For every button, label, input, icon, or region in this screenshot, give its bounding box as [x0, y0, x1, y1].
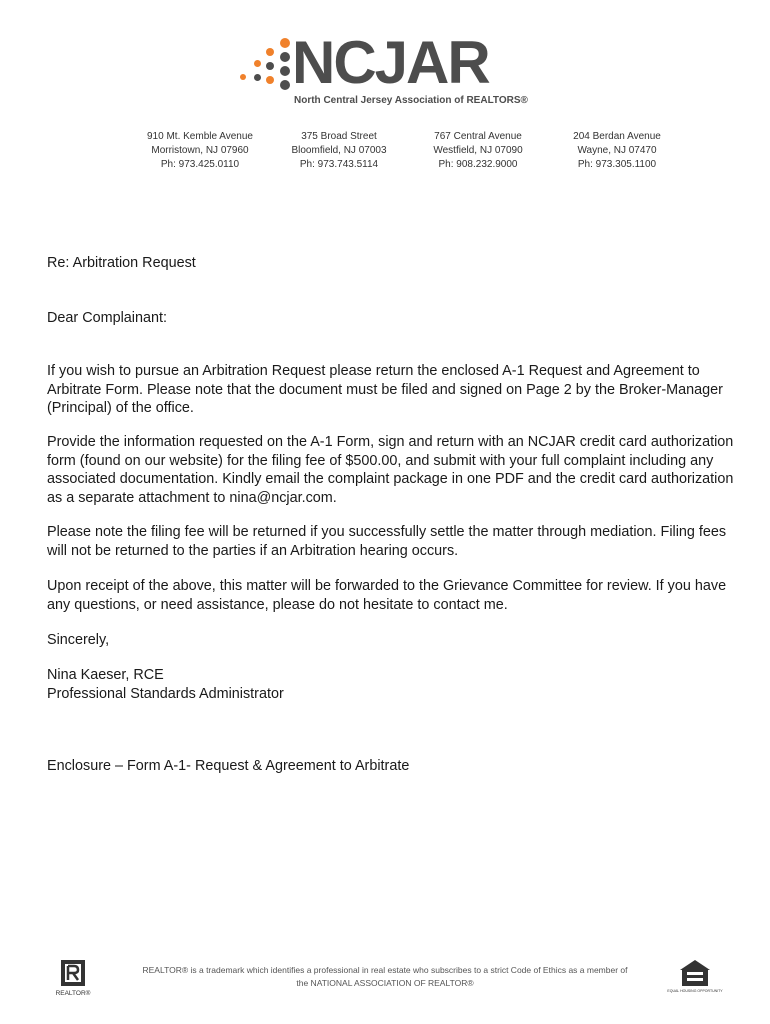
- office-addresses: [120, 130, 700, 176]
- realtor-logo-icon: [57, 958, 91, 998]
- paragraph-2: Provide the information requested on the A-1 Form, sign and return with an NCJAR credit card authorization form (found on our website) for the filing fee of $500.00, and submit with your full complaint including any associated documentation. Kindly email the complaint package in one PDF and the credit card authorization as a separate attachment to nina@ncjar.com.: [47, 434, 734, 506]
- office-phone: Ph: 908.232.9000: [438, 159, 518, 170]
- enclosure-line: Enclosure – Form A-1- Request & Agreement to Arbitrate: [47, 758, 410, 774]
- office-city: Westfield, NJ 07090: [433, 145, 523, 156]
- signer-name: Nina Kaeser, RCE: [47, 667, 164, 683]
- office-street: 204 Berdan Avenue: [573, 131, 661, 142]
- signer-title: Professional Standards Administrator: [47, 686, 284, 702]
- office-street: 767 Central Avenue: [434, 131, 522, 142]
- office-city: Wayne, NJ 07470: [577, 145, 657, 156]
- office-morristown: [120, 130, 280, 172]
- office-city: Bloomfield, NJ 07003: [291, 145, 387, 156]
- paragraph-3: Please note the filing fee will be returned if you successfully settle the matter through mediation. Filing fees will not be returned to the parties if an Arbitration hearing occurs.: [47, 524, 727, 559]
- office-street: 375 Broad Street: [301, 131, 377, 142]
- office-phone: Ph: 973.743.5114: [299, 159, 379, 170]
- paragraph-1: If you wish to pursue an Arbitration Request please return the enclosed A-1 Request and Agreement to Arbitrate Form. Please note that the document must be filed and signed on Page 2 by the Broker-Manager (Principal) of the office.: [47, 363, 723, 416]
- office-bloomfield: [259, 130, 419, 172]
- footer-line-1: REALTOR® is a trademark which identifies a professional in real estate who subscribes to a strict Code of Ethics as a member of: [142, 965, 628, 975]
- footer-disclaimer: [110, 964, 660, 990]
- logo-wordmark: NCJAR: [292, 29, 489, 96]
- office-phone: Ph: 973.305.1100: [577, 159, 657, 170]
- office-street: 910 Mt. Kemble Avenue: [147, 131, 253, 142]
- office-wayne: [537, 130, 697, 172]
- salutation: Dear Complainant:: [47, 310, 167, 326]
- office-city: Morristown, NJ 07960: [151, 145, 249, 156]
- realtor-logo-text: REALTOR®: [55, 990, 91, 997]
- re-line: Re: Arbitration Request: [47, 255, 196, 271]
- ncjar-logo: [236, 29, 528, 110]
- logo-subtitle: North Central Jersey Association of REALTORS®: [294, 95, 528, 106]
- paragraph-4: Upon receipt of the above, this matter will be forwarded to the Grievance Committee for review. If you have any questions, or need assistance, please do not hesitate to contact me.: [47, 578, 727, 613]
- closing: Sincerely,: [47, 632, 110, 648]
- footer-line-2: the NATIONAL ASSOCIATION OF REALTOR®: [296, 978, 474, 988]
- eho-text: EQUAL HOUSING OPPORTUNITY: [667, 989, 723, 993]
- office-westfield: [398, 130, 558, 172]
- logo-dots-icon: [236, 36, 292, 92]
- office-phone: Ph: 973.425.0110: [160, 159, 240, 170]
- equal-housing-icon: [667, 958, 723, 998]
